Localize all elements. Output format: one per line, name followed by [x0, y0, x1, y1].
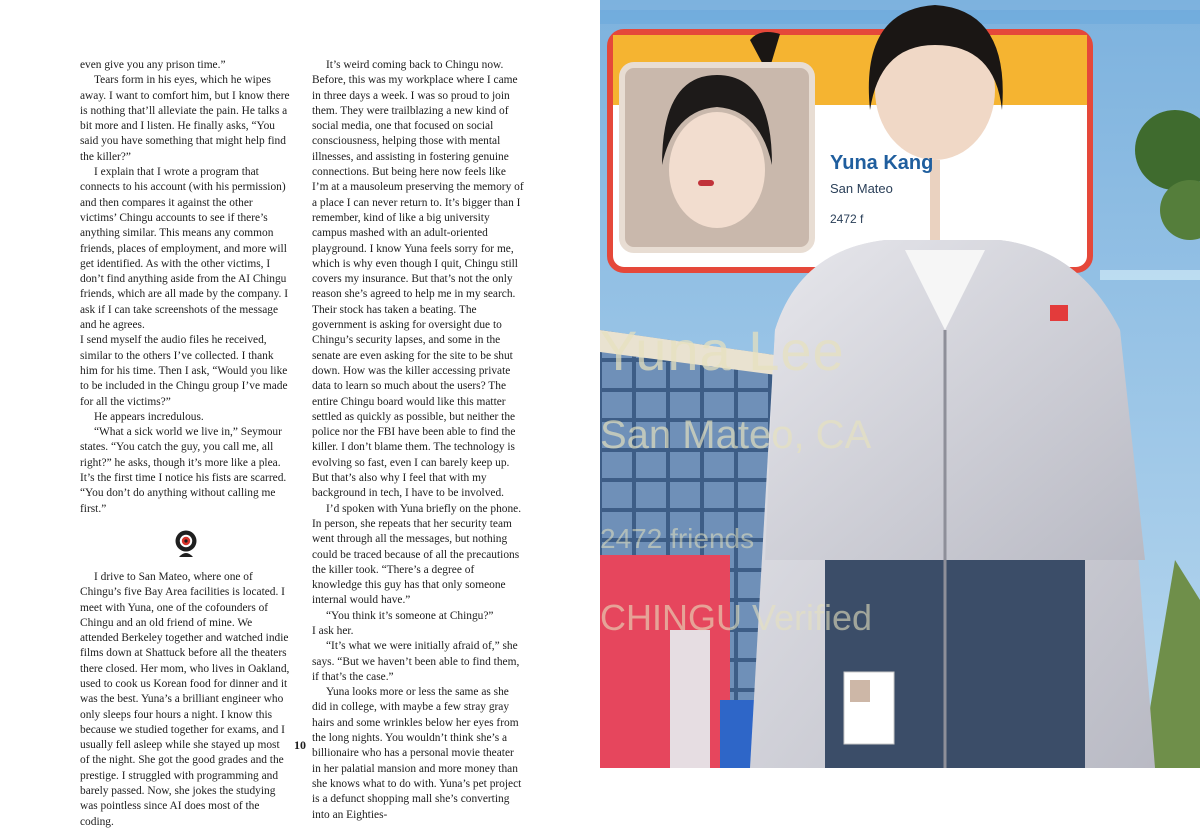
- card-name: Yuna Kang: [830, 152, 934, 174]
- left-page: [0, 0, 600, 828]
- paragraph: “What a sick world we live in,” Seymour states. “You catch the guy, you call me, all right?” he asks, though it’s more like a plea. It’s the first time I notice his fists are scarred. “You don’t do anything without calling me first.”: [80, 426, 287, 515]
- paragraph: I explain that I wrote a program that connects to his account (with his permission) and then compares it against the other victims’ Chingu accounts to see if there’s anything similar. This means any common friends, places of employment, and more will get identified. As with the other victims, I don’t find anything aside from the AI Chingu friends, which are all made by the company. I ask if I can take screenshots of the message and he agrees.: [80, 166, 289, 332]
- paragraph: I drive to San Mateo, where one of Chingu’s five Bay Area facilities is located. I meet with Yuna, one of the cofounders of Chingu and an old friend of mine. We attended Berkeley together and watched indie films down at Shattuck before all the theaters there closed. Her mom, who lives in Oakland, used to cook us Korean food for dinner and it was the best. Yuna’s a brilliant engineer who only sleeps four hours a night. I know this because we studied together for exams, and I usually fell asleep while she stayed up most of the night. She got the good grades and the prestige. I struggled with programming and barely passed. Now, she jokes the studying was pointless since AI does most of the coding.: [80, 570, 290, 828]
- overlay-name: Yuna Lee: [600, 319, 845, 382]
- paragraph: It’s weird coming back to Chingu now. Before, this was my workplace where I came in three days a week. I was so proud to join them. They were trailblazing a new kind of social media, one that focused on social consciousness, helping those with mental illnesses, and assisting in fostering genuine connections. But being here now feels like I’m at a mausoleum preserving the memory of a place I can never return to. It’s bigger than I remember, kind of like a big university campus mashed with an adult-oriented playground. I know Yuna feels sorry for me, which is why even though I quit, Chingu still covers my insurance. But that’s not the only reason she’s agreed to help me in my search. Their stock has taken a beating. The government is asking for oversight due to Chingu’s security lapses, and some in the senate are even asking for the site to be shut down. How was the killer accessing private data to learn so much about the users? The entire Chingu board would like this matter settled as quickly as possible, but neither the police nor the FBI have been able to find the killer. I don’t blame them. The technology is evolving so fast, even I can barely keep up. But that’s also why I feel that with my background in tech, I have to be involved.: [312, 59, 524, 500]
- overlay-city: San Mateo, CA: [600, 413, 872, 457]
- paragraph: even give you any prison time.”: [80, 59, 226, 71]
- text-column-1: [80, 58, 290, 830]
- webcam-icon: [173, 530, 199, 558]
- paragraph: He appears incredulous.: [94, 410, 204, 423]
- card-friends: 2472 f: [830, 212, 864, 226]
- paragraph: “You think it’s someone at Chingu?”: [326, 609, 494, 622]
- page-number: 10: [294, 738, 306, 752]
- paragraph: I ask her.: [312, 624, 354, 637]
- paragraph: Tears form in his eyes, which he wipes away. I want to comfort him, but I know there is nothing that’ll alleviate the pain. He talks a bit more and I listen. He finally asks, “You said you have something that might help find the killer?”: [80, 74, 290, 163]
- overlay-verified: CHINGU Verified: [600, 597, 873, 638]
- card-city: San Mateo: [830, 181, 893, 196]
- illustration: [600, 0, 1200, 768]
- paragraph: Yuna looks more or less the same as she did in college, with maybe a few stray gray hairs and some wrinkles below her eyes from the long nights. You wouldn’t think she’s a billionaire who has a personal movie theater in her palatial mansion and more money than she knows what to do with. Yuna’s pet project is a defunct shopping mall she’s converting into an Eighties-: [312, 686, 522, 821]
- text-column-2: [312, 58, 524, 823]
- overlay-friends: 2472 friends: [600, 523, 755, 554]
- paragraph: I’d spoken with Yuna briefly on the phone. In person, she repeats that her security team went through all the messages, but nothing could be traced because of all the precautions the killer took. “There’s a degree of knowledge this guy has that only someone internal would have.”: [312, 502, 522, 607]
- paragraph: I send myself the audio files he received, similar to the others I’ve collected. I thank him for his time. Then I ask, “Would you like to be included in the Chingu group I’ve made for all the victims?”: [80, 334, 288, 408]
- paragraph: “It’s what we were initially afraid of,” she says. “But we haven’t been able to find them, if that’s the case.”: [312, 640, 520, 683]
- illustration-art: [600, 0, 1200, 768]
